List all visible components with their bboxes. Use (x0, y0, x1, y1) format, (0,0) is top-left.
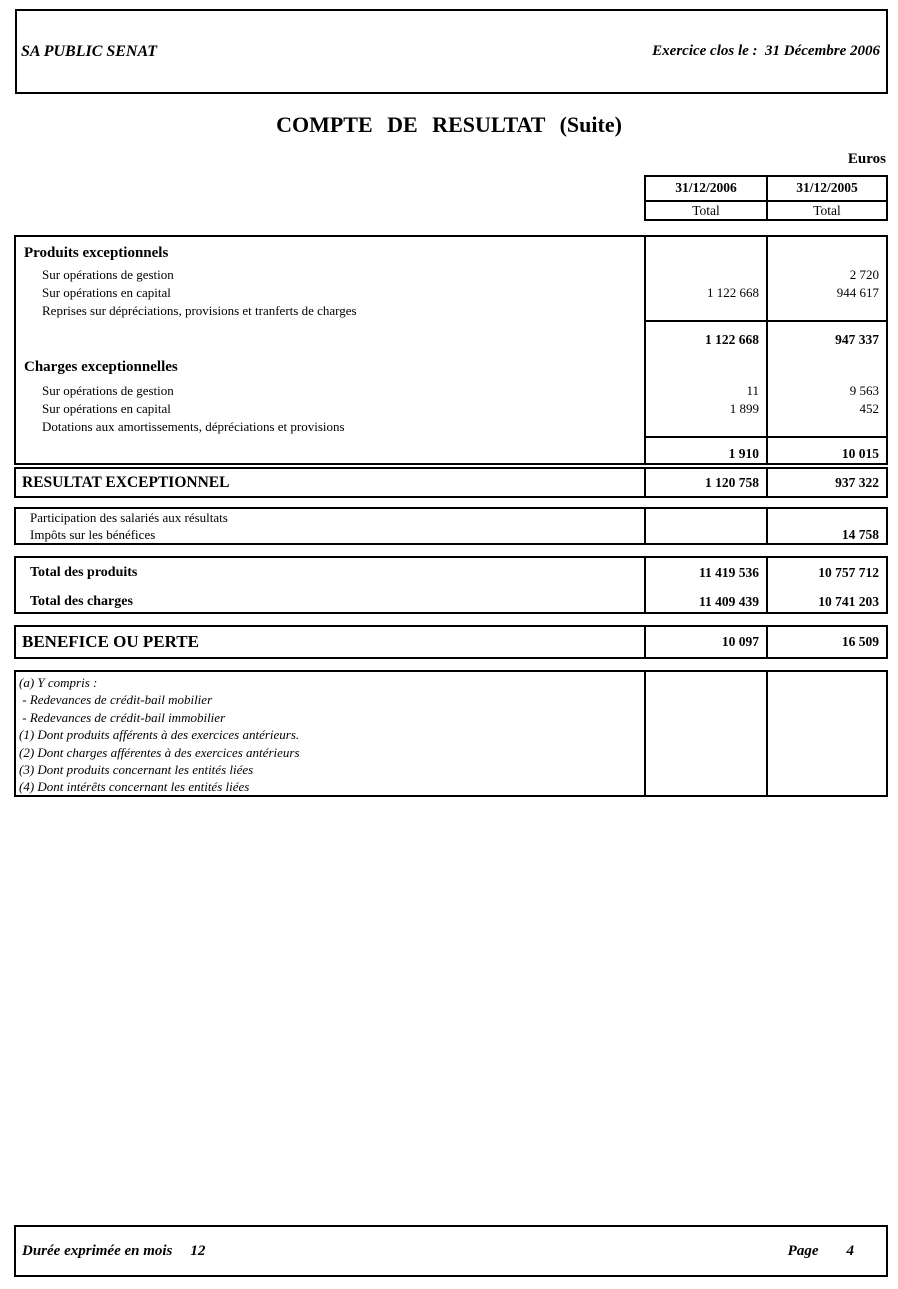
value-2005 (766, 672, 886, 796)
row-label: BENEFICE OU PERTE (22, 632, 199, 651)
value-2005 (766, 237, 886, 266)
value-2005: 9 563 (766, 382, 886, 400)
resultat-exceptionnel-box (14, 467, 888, 498)
exceptional-items-box (14, 235, 888, 465)
page-number: 4 (846, 1242, 854, 1259)
statement-row (16, 585, 886, 612)
row-label: Reprises sur dépréciations, provisions et tranferts de charges (42, 303, 357, 318)
value-2006: 11 409 439 (644, 585, 766, 612)
statement-row (16, 400, 886, 418)
footnote: (2) Dont charges afférentes à des exercices antérieurs (19, 744, 300, 760)
footnote: - Redevances de crédit-bail mobilier (19, 692, 213, 708)
statement-row (16, 266, 886, 284)
value-2006 (644, 302, 766, 320)
subtotal-2005: 10 015 (766, 436, 886, 463)
value-2006: 11 419 536 (644, 558, 766, 585)
value-2005: 14 758 (766, 526, 886, 543)
duration-value: 12 (190, 1242, 206, 1259)
row-label: Sur opérations de gestion (42, 267, 174, 282)
value-2006 (644, 418, 766, 436)
statement-row (16, 284, 886, 302)
value-2006: 10 097 (644, 627, 766, 657)
value-2005 (766, 302, 886, 320)
page-footer-box (14, 1225, 888, 1277)
row-label: Sur opérations en capital (42, 401, 171, 416)
subtotal-2005: 947 337 (766, 320, 886, 358)
page-number-group (788, 1243, 886, 1260)
row-label: Impôts sur les bénéfices (30, 527, 156, 542)
participation-impots-box (14, 507, 888, 545)
section-header-row (16, 358, 886, 382)
row-label (16, 436, 644, 463)
footnote: (3) Dont produits concernant les entités liées (19, 762, 254, 778)
value-2006: 1 899 (644, 400, 766, 418)
currency-label: Euros (847, 151, 886, 167)
column-header-box (644, 175, 888, 221)
statement-row (16, 627, 886, 657)
statement-row (16, 469, 886, 496)
value-2006 (644, 509, 766, 526)
footnotes-box (14, 670, 888, 797)
section-title: Produits exceptionnels (24, 245, 169, 261)
value-2005: 937 322 (766, 469, 886, 496)
row-label (16, 320, 644, 358)
subtotal-row (16, 320, 886, 358)
footnotes-row (16, 672, 886, 795)
value-2006 (644, 237, 766, 266)
row-label: Total des charges (30, 594, 133, 609)
value-2005: 10 757 712 (766, 558, 886, 585)
value-2006: 11 (644, 382, 766, 400)
value-2006 (644, 672, 766, 796)
value-2006: 1 120 758 (644, 469, 766, 496)
value-2005 (766, 418, 886, 436)
statement-row (16, 382, 886, 400)
footnote: (a) Y compris : (19, 675, 98, 690)
subtotal-2006: 1 910 (644, 436, 766, 463)
statement-row (16, 418, 886, 436)
row-label: Participation des salariés aux résultats (30, 510, 228, 525)
closing-date: Exercice clos le : 31 Décembre 2006 (652, 43, 880, 59)
value-2005: 10 741 203 (766, 585, 886, 612)
value-2005 (766, 358, 886, 382)
statement-row (16, 526, 886, 543)
value-2006: 1 122 668 (644, 284, 766, 302)
page-label: Page (787, 1242, 819, 1259)
value-2005 (766, 509, 886, 526)
benefice-box (14, 625, 888, 659)
row-label: Dotations aux amortissements, dépréciations et provisions (42, 419, 345, 434)
footnote: (4) Dont intérêts concernant les entités liées (19, 779, 250, 795)
footnote: (1) Dont produits afférents à des exercices antérieurs. (19, 727, 300, 743)
column-subheader-total-2006: Total (692, 203, 720, 218)
subtotal-row (16, 436, 886, 463)
column-header-2005: 31/12/2005 (766, 177, 886, 200)
column-total-row (646, 200, 886, 219)
row-label: Sur opérations en capital (42, 285, 171, 300)
page-header-box (15, 9, 888, 94)
column-header-2006: 31/12/2006 (675, 180, 737, 195)
column-dates-row (646, 177, 886, 200)
value-2006 (644, 358, 766, 382)
totals-box (14, 556, 888, 614)
value-2005: 452 (766, 400, 886, 418)
company-name: SA PUBLIC SENAT (21, 42, 158, 60)
section-header-row (16, 237, 886, 266)
section-title: Charges exceptionnelles (24, 359, 178, 375)
value-2006 (644, 526, 766, 543)
value-2005: 944 617 (766, 284, 886, 302)
duration-group (16, 1243, 205, 1260)
row-label: Sur opérations de gestion (42, 383, 174, 398)
statement-row (16, 302, 886, 320)
footnote: - Redevances de crédit-bail immobilier (19, 709, 226, 725)
subtotal-2006: 1 122 668 (644, 320, 766, 358)
column-subheader-total-2005: Total (766, 202, 886, 220)
statement-row (16, 509, 886, 526)
statement-title: COMPTE DE RESULTAT (Suite) (276, 112, 622, 137)
footnotes-column (16, 672, 644, 796)
statement-row (16, 558, 886, 585)
row-label: Total des produits (30, 565, 138, 580)
value-2005: 2 720 (766, 266, 886, 284)
duration-label: Durée exprimée en mois (22, 1242, 173, 1259)
row-label: RESULTAT EXCEPTIONNEL (22, 473, 230, 491)
value-2005: 16 509 (766, 627, 886, 657)
value-2006 (644, 266, 766, 284)
